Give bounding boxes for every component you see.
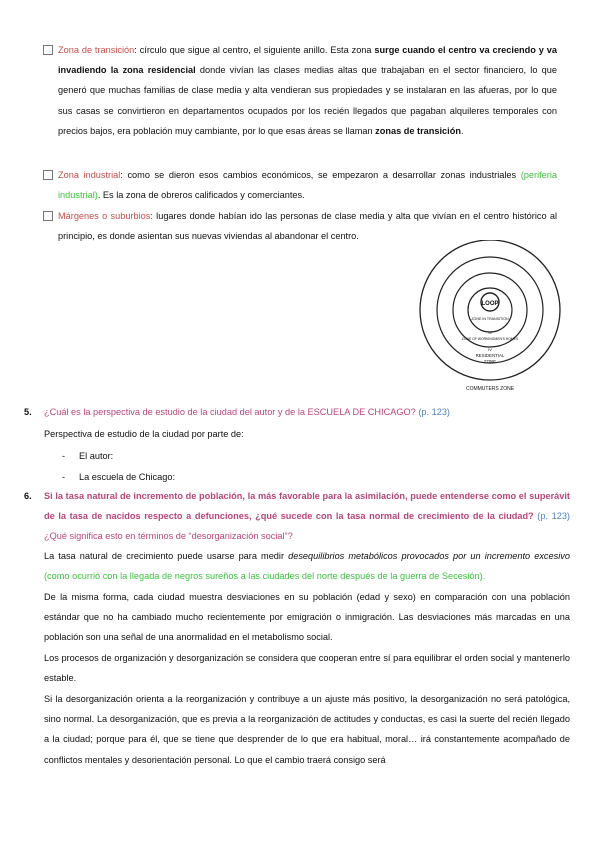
text: .	[460, 125, 464, 136]
zone-4-label-2: ZONE	[483, 359, 497, 364]
zone-3-number: III	[488, 330, 492, 335]
answer-paragraph-1	[44, 546, 570, 586]
checkbox-icon[interactable]	[43, 170, 53, 180]
question-5-number: 5.	[24, 407, 32, 417]
zona-industrial-label: Zona industrial	[58, 170, 121, 180]
bullet-dash: -	[62, 451, 66, 461]
zone-2-ring	[468, 288, 512, 332]
question-6-number: 6.	[24, 491, 32, 501]
text-bold: zonas de transición	[375, 125, 461, 136]
zone-in-transition-label: ZONE IN TRANSITION	[471, 317, 509, 321]
margenes-label: Márgenes o suburbios	[58, 211, 151, 221]
question-6-text: Si la tasa natural de incremento de población, la más favorable para la asimilación, puede entenderse como el superávit de la tasa de nacidos respecto a defunciones, ¿qué sucede con la tasa normal de crecimiento de la ciudad?	[44, 491, 570, 522]
text: : como se dieron esos cambios económicos, se empezaron a desarrollar zonas industriales	[120, 170, 521, 180]
text-green: (periferia industrial)	[58, 170, 557, 201]
concentric-zones-diagram	[413, 240, 568, 395]
checkbox-icon[interactable]	[43, 45, 53, 55]
question-6-page-ref: (p. 123)	[533, 511, 570, 522]
zone-4-number: IV	[488, 347, 492, 352]
answer-paragraph-2: De la misma forma, cada ciudad muestra desviaciones en su población (edad y sexo) en comparación con una población estándar que no ha cambiado mucho recientemente por emigración o inmigración. Las desviaciones más marcadas en una población son una señal de una anormalidad en el metabolismo social.	[44, 592, 570, 643]
zona-industrial-paragraph	[58, 165, 557, 205]
bullet-autor: El autor:	[79, 451, 114, 461]
question-5-intro: Perspectiva de estudio de la ciudad por parte de:	[44, 429, 244, 439]
zone-4-label: RESIDENTIAL	[475, 353, 505, 358]
text: : círculo que sigue al centro, el siguiente anillo. Esta zona	[134, 45, 375, 55]
bullet-dash: -	[62, 472, 66, 482]
checkbox-icon[interactable]	[43, 211, 53, 221]
text: : lugares donde habían ido las personas de clase media y alta que vivían en el centro histórico al principio, es donde asientan sus nuevas viviendas al abandonar el centro.	[58, 211, 557, 242]
text: . Es la zona de obreros calificados y comerciantes.	[97, 190, 305, 201]
commuters-zone-label: COMMUTERS ZONE	[465, 386, 515, 392]
question-5-text: ¿Cuál es la perspectiva de estudio de la ciudad del autor y de la ESCUELA DE CHICAGO?	[44, 407, 416, 417]
loop-label: LOOP	[481, 301, 499, 307]
answer-paragraph-4: Si la desorganización orienta a la reorganización y contribuye a un ajuste más positivo, la desorganización no será patológica, sino normal. La desorganización, que es previa a la reorganización de actitudes y conductas, es casi la suerte del recién llegado a la ciudad; porque para él, que se tiene que desprender de lo que era habitual, moral… irá constantemente acompañado de conflictos mentales y desorientación personal. Lo que el cambio traerá consigo será	[44, 694, 570, 765]
zona-transicion-paragraph	[58, 40, 557, 141]
question-5-page-ref: (p. 123)	[415, 407, 450, 417]
text-bold: surge cuando el centro va creciendo y va invadiendo la zona residencial	[58, 45, 557, 76]
bullet-escuela-chicago: La escuela de Chicago:	[79, 472, 176, 482]
zone-3-label: ZONE OF WORKINGMEN'S HOMES	[461, 337, 519, 341]
question-6-heading	[44, 486, 570, 547]
question-6-subquestion: ¿Qué significa esto en términos de “desorganización social”?	[44, 531, 293, 542]
text: donde vivían las clases medias altas que trabajaban en el sector financiero, lo que generó que muchas familias de clase media y alta vendieran sus propiedades y se instalaran en las afueras, por lo que sus casas se convirtieron en departamentos ocupados por los recién llegados que pagaban alquileres temporales con precios bajos, era población muy cambiante, por lo que esas áreas se llaman	[58, 65, 557, 136]
zona-transicion-label: Zona de transición	[58, 45, 135, 55]
answer-paragraph-3: Los procesos de organización y desorganización se considera que cooperan entre sí para equilibrar el orden social y mantenerlo estable.	[44, 653, 570, 684]
text-italic: desequilibrios metabólicos provocados por un incremento excesivo	[288, 551, 570, 561]
question-5-heading	[44, 402, 450, 422]
zone-3-ring	[453, 273, 527, 347]
text-green: (como ocurrió con la llegada de negros sureños a las ciudades del norte después de la guerra de Secesión).	[44, 571, 486, 582]
text: La tasa natural de crecimiento puede usarse para medir	[44, 551, 289, 561]
